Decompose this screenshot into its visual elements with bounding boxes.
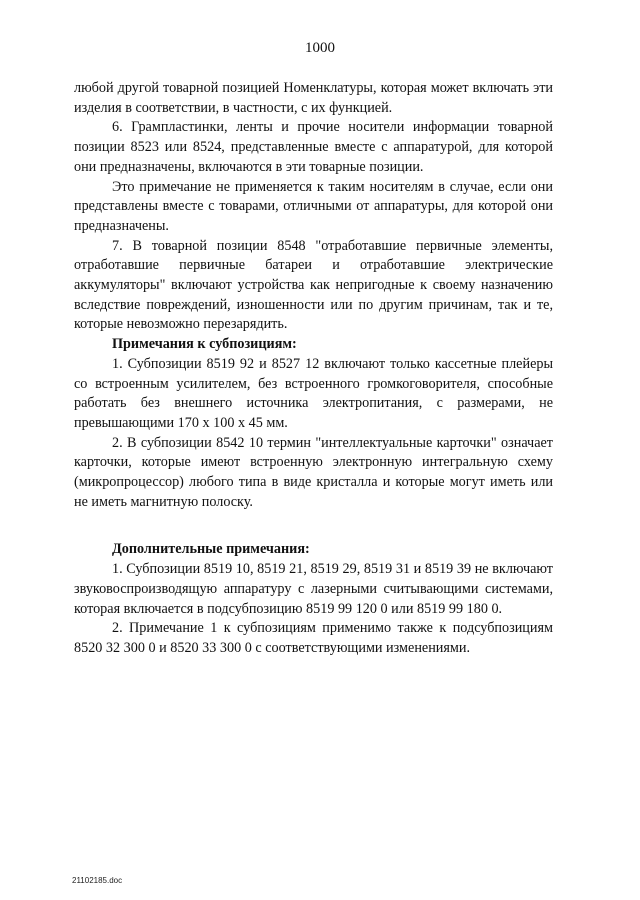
subheading-note-2: 2. В субпозиции 8542 10 термин "интеллектуальные карточки" означает карточки, которые имеют встроенную электронную интегральную схему (микропроцессор) любого типа в виде кристалла и которые могут иметь или не иметь магнитную полоску. bbox=[74, 434, 553, 510]
additional-note-1: 1. Субпозиции 8519 10, 8519 21, 8519 29, 8519 31 и 8519 39 не включают звуковоспроизводящую аппаратуру с лазерными считывающими системами, которая включается в подсубпозицию 8519 99 120 0 или 8519 99 180 0. bbox=[74, 561, 553, 617]
paragraph: любой другой товарной позицией Номенклатуры, которая может включать эти изделия в соответствии, в частности, с их функцией. bbox=[74, 80, 553, 116]
spacer bbox=[74, 512, 553, 540]
paragraph-note-7: 7. В товарной позиции 8548 "отработавшие первичные элементы, отработавшие первичные батареи и отработавшие электрические аккумуляторы" включают устройства как непригодные к своему назначению вследствие повреждений, изношенности или по другим причинам, так и те, которые невозможно перезарядить. bbox=[74, 237, 553, 333]
additional-note-2: 2. Примечание 1 к субпозициям применимо также к подсубпозициям 8520 32 300 0 и 8520 33 300 0 с соответствующими изменениями. bbox=[74, 620, 553, 656]
footer-filename: 21102185.doc bbox=[72, 876, 123, 885]
paragraph-note-6: 6. Грампластинки, ленты и прочие носители информации товарной позиции 8523 или 8524, представленные вместе с аппаратурой, для которой они предназначены, включаются в эти товарные позиции. bbox=[74, 119, 553, 175]
additional-notes-title: Дополнительные примечания: bbox=[112, 541, 310, 558]
subheading-notes-title: Примечания к субпозициям: bbox=[112, 336, 297, 353]
document-body bbox=[74, 79, 553, 659]
paragraph: Это примечание не применяется к таким носителям в случае, если они представлены вместе с товарами, отличными от аппаратуры, для которой они предназначены. bbox=[74, 178, 553, 234]
subheading-note-1: 1. Субпозиции 8519 92 и 8527 12 включают только кассетные плейеры со встроенным усилителем, без встроенного громкоговорителя, способные работать без внешнего источника электропитания, с размерами, не превышающими 170 x 100 x 45 мм. bbox=[74, 355, 553, 431]
page-number: 1000 bbox=[305, 40, 335, 56]
